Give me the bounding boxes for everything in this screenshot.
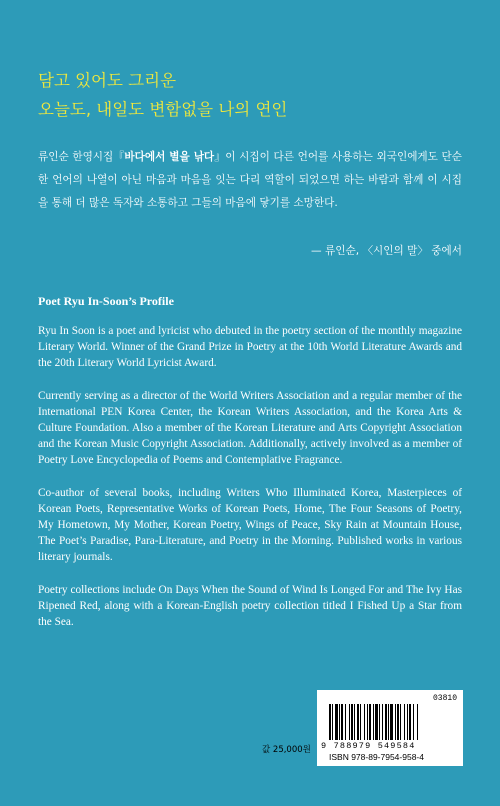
barcode-bar [329,704,331,740]
barcode-bar [409,704,411,740]
barcode-bars [329,704,451,740]
barcode-bar [349,704,350,740]
headline [38,66,287,124]
barcode-bar [351,704,353,740]
barcode-bar [397,704,399,740]
headline-line-2: 오늘도, 내일도 변함없을 나의 연인 [38,100,288,119]
barcode-bar [390,704,393,740]
book-title: 바다에서 별을 낚다 [124,151,215,163]
isbn-text: ISBN 978-89-7954-958-4 [329,752,424,762]
korean-quote-intro: 류인순 한영시집『 [38,151,125,163]
barcode-bar [375,704,378,740]
barcode-bar [335,704,338,740]
barcode-bar [404,704,405,740]
barcode-bar [367,704,368,740]
barcode-bar [345,704,346,740]
barcode-bar [400,704,401,740]
barcode-bar [373,704,374,740]
barcode-bar [407,704,408,740]
barcode-bar [369,704,371,740]
profile-paragraph: Currently serving as a director of the World Writers Association and a regular member of the International PEN Korea Center, the Korean Writers Association, and the Korea Arts & Culture Foundation. Also a member of the Korean Literature and Arts Copyright Association and the Korean Music Copyright Association. Additionally, actively involved as a member of Poetry Love Encyclopedia of Poems and Contemplative Fragrance. [38,389,462,467]
poet-profile [38,294,462,646]
profile-title: Poet Ryu In-Soon’s Profile [38,294,174,308]
barcode-bar [341,704,343,740]
barcode-bar [388,704,389,740]
barcode-bar [395,704,396,740]
korean-quote-body: 』이 시집이 다른 언어를 사용하는 외국인에게도 단순한 언어의 나열이 아닌 마음과 마음을 잇는 다리 역할이 되었으면 하는 바람과 함께 이 시집을 통해 더 많은 독자와 소통하고 그들의 마음에 닿기를 소망한다. [38,151,462,209]
barcode-bar [364,704,365,740]
barcode-bar [339,704,340,740]
barcode-bar [417,704,418,740]
quote-attribution: — 류인순, 〈시인의 말〉 중에서 [311,245,462,257]
barcode-bar [385,704,387,740]
barcode-bar [379,704,380,740]
profile-paragraph: Ryu In Soon is a poet and lyricist who debuted in the poetry section of the monthly magazine Literary World. Winner of the Grand Prize in Poetry at the 10th World Literature Awards and the 20th Literary World Lyricist Award. [38,325,462,370]
headline-line-1: 담고 있어도 그리운 [38,71,177,90]
barcode-bar [360,704,361,740]
barcode-bar [332,704,333,740]
barcode-add-on-code: 03810 [432,694,457,703]
profile-paragraph: Co-author of several books, including Writers Who Illuminated Korea, Masterpieces of Korean Poets, Representative Works of Korean Poets, Home, The Four Seasons of Poetry, My Hometown, My Mother, Korean Poetry, Wings of Peace, Sky Rain at Mountain House, The Poet’s Paradise, Para-Literature, and Poetry in the Morning. Published works in various literary journals. [38,486,462,564]
price-label: 값 25,000원 [262,745,311,755]
korean-quote [38,146,462,215]
barcode-bar [382,704,383,740]
barcode-number: 9 788979 549584 [321,741,416,751]
profile-paragraph: Poetry collections include On Days When the Sound of Wind Is Longed For and The Ivy Has Ripened Red, along with a Korean-English poetry collection titled I Fished Up a Star from the Sea. [38,583,462,629]
barcode-bar [357,704,359,740]
barcode-bar [413,704,414,740]
isbn-barcode [317,690,463,766]
barcode-bar [354,704,355,740]
